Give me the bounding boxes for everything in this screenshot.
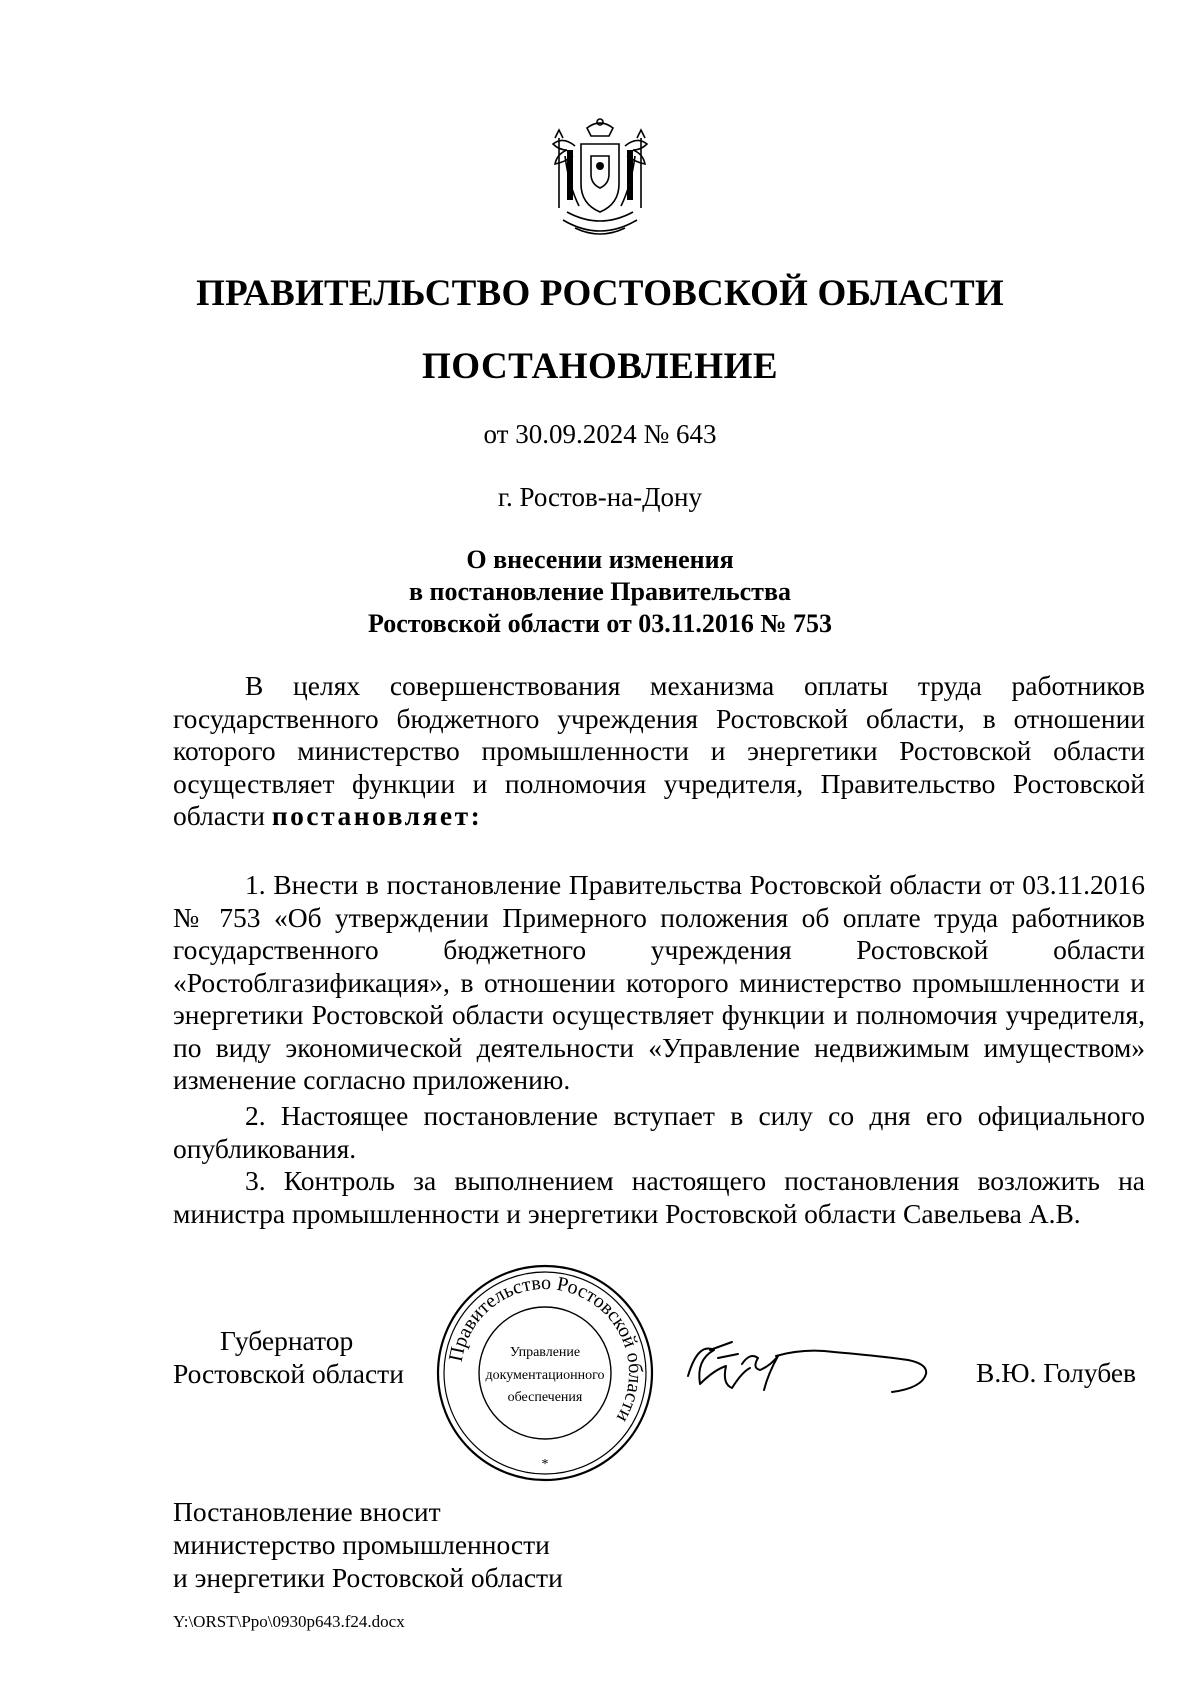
document-date-number: от 30.09.2024 № 643	[483, 419, 717, 449]
seal-inner-line: Управление	[509, 1345, 581, 1360]
subject-line: Ростовской области от 03.11.2016 № 753	[368, 609, 832, 638]
document-type-title: ПОСТАНОВЛЕНИЕ	[421, 346, 779, 387]
seal-inner-line: обеспечения	[507, 1390, 583, 1405]
document-city: г. Ростов-на-Дону	[497, 482, 702, 512]
submitter-note	[173, 1495, 563, 1594]
preamble-text: В целях совершенствования механизма оплаты труда работников государственного бюджетного учреждения Ростовской области, в отношении которого министерство промышленности и энергетики Ростовской области осуществляет функции и полномочия учредителя, Правительство Ростовской области	[173, 670, 1145, 831]
submitter-line: Постановление вносит	[173, 1496, 441, 1527]
resolution-item-text: 1. Внести в постановление Правительства Ростовской области от 03.11.2016 № 753 «Об утверждении Примерного положения об оплате труда работников государственного бюджетного учреждения Ростовской области «Ростоблгазификация», в отношении которого министерство промышленности и энергетики Ростовской области осуществляет функции и полномочия учредителя, по виду экономической деятельности «Управление недвижимым имуществом» изменение согласно приложению.	[173, 869, 1145, 1095]
seal-inner-line: документационного	[485, 1368, 605, 1383]
coat-of-arms-icon	[545, 116, 655, 246]
svg-text:*: *	[541, 1457, 549, 1472]
resolution-item-text: 3. Контроль за выполнением настоящего постановления возложить на министра промышленности и энергетики Ростовской области Савельева А.В.	[173, 1165, 1145, 1229]
resolution-item	[173, 1100, 1145, 1165]
organization-title: ПРАВИТЕЛЬСТВО РОСТОВСКОЙ ОБЛАСТИ	[196, 273, 1004, 314]
resolution-item	[173, 869, 1145, 1097]
signatory-role	[173, 1325, 404, 1390]
resolution-item-text: 2. Настоящее постановление вступает в силу со дня его официального опубликования.	[173, 1100, 1145, 1164]
handwritten-signature-icon	[680, 1318, 936, 1410]
signatory-role-line: Ростовской области	[173, 1357, 404, 1389]
file-path: Y:\ORST\Ppo\0930p643.f24.docx	[173, 1612, 405, 1631]
seal-outer-text: Правительство Ростовской области	[444, 1271, 647, 1427]
signatory-role-line: Губернатор	[220, 1325, 354, 1356]
submitter-line: и энергетики Ростовской области	[173, 1562, 563, 1593]
document-subject	[0, 544, 1200, 640]
preamble-emphasis: постановляет:	[271, 800, 483, 831]
submitter-line: министерство промышленности	[173, 1529, 550, 1560]
preamble-paragraph	[173, 670, 1145, 833]
signatory-name: В.Ю. Голубев	[976, 1357, 1137, 1388]
subject-line: О внесении изменения	[466, 545, 734, 574]
resolution-item	[173, 1165, 1145, 1230]
subject-line: в постановление Правительства	[408, 577, 791, 606]
official-seal-icon	[434, 1262, 656, 1484]
